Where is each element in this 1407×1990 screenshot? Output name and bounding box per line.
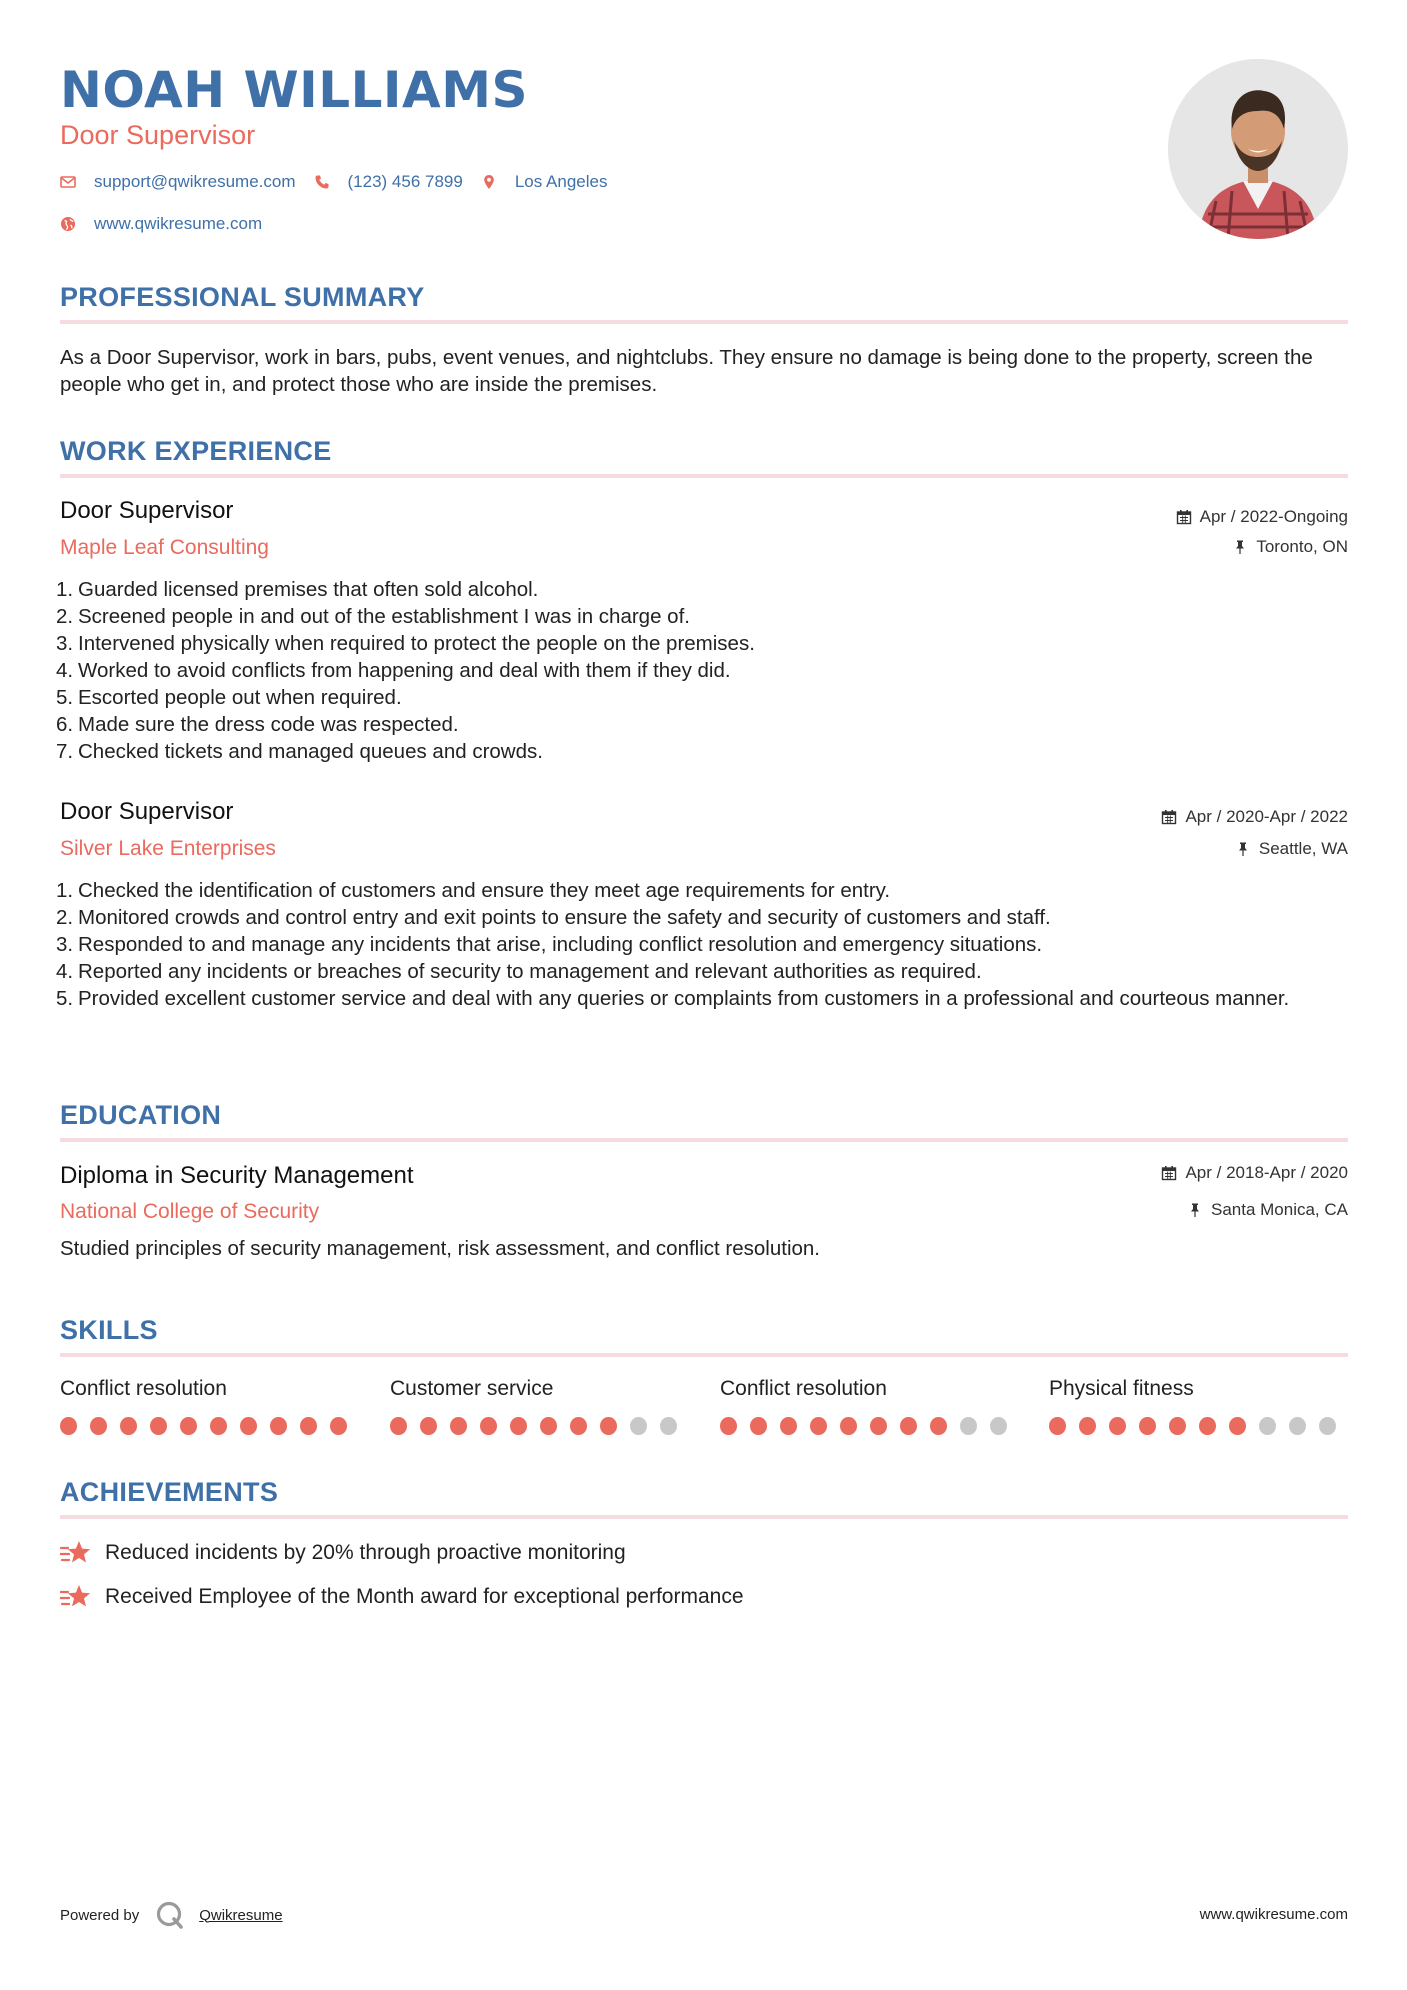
list-item: 5. Provided excellent customer service and deal with any queries or complaints from customers in a professional and courteous manner.: [56, 987, 1290, 1010]
pushpin-icon: [1232, 539, 1248, 555]
skill-name: Physical fitness: [1049, 1377, 1194, 1400]
skill-item: [1049, 1375, 1349, 1435]
skill-dot-filled: [930, 1417, 947, 1435]
education-heading: EDUCATION: [60, 1100, 222, 1130]
skill-dot-filled: [240, 1417, 257, 1435]
pushpin-icon: [1187, 1202, 1203, 1218]
skill-dot-filled: [1229, 1417, 1246, 1435]
skill-dot-filled: [390, 1417, 407, 1435]
skills-heading: SKILLS: [60, 1315, 158, 1345]
skill-dot-empty: [1259, 1417, 1276, 1435]
job-company: Silver Lake Enterprises: [60, 837, 276, 860]
contact-email[interactable]: [60, 172, 296, 192]
profile-photo-illustration: [1168, 59, 1348, 239]
education-date: [1161, 1162, 1348, 1184]
job-duties-list: [56, 877, 1348, 1012]
skill-dot-filled: [270, 1417, 287, 1435]
skill-dot-filled: [780, 1417, 797, 1435]
list-item: 5. Escorted people out when required.: [56, 686, 402, 709]
skill-dot-filled: [750, 1417, 767, 1435]
skill-name: Conflict resolution: [60, 1377, 227, 1400]
skill-dot-empty: [1289, 1417, 1306, 1435]
footer-powered-by: [60, 1900, 283, 1930]
achievement-item: [60, 1582, 744, 1612]
section-divider: [60, 474, 1348, 478]
skill-name: Conflict resolution: [720, 1377, 887, 1400]
envelope-icon: [60, 174, 76, 190]
experience-heading: WORK EXPERIENCE: [60, 436, 332, 466]
job-date-text: Apr / 2020-Apr / 2022: [1185, 807, 1348, 826]
summary-heading: PROFESSIONAL SUMMARY: [60, 282, 425, 312]
website-text: www.qwikresume.com: [94, 214, 263, 233]
skill-item: [390, 1375, 690, 1435]
skill-dot-filled: [1079, 1417, 1096, 1435]
skill-dot-filled: [300, 1417, 317, 1435]
job-duties-list: [56, 576, 1348, 765]
skill-dot-filled: [450, 1417, 467, 1435]
qwikresume-logo-icon: [155, 1900, 185, 1930]
skill-rating: [720, 1417, 1020, 1435]
job-date: [1161, 806, 1348, 828]
contact-row-website: [60, 214, 280, 234]
skill-dot-filled: [720, 1417, 737, 1435]
skill-dot-filled: [90, 1417, 107, 1435]
list-item: 4. Worked to avoid conflicts from happening and deal with them if they did.: [56, 659, 731, 682]
section-divider: [60, 320, 1348, 324]
skill-dot-filled: [420, 1417, 437, 1435]
calendar-icon: [1161, 1165, 1177, 1181]
job-date-text: Apr / 2022-Ongoing: [1199, 507, 1348, 526]
list-item: 1. Checked the identification of customers and ensure they meet age requirements for entry.: [56, 879, 891, 902]
skill-rating: [60, 1417, 360, 1435]
skill-dot-filled: [900, 1417, 917, 1435]
achievement-text: Reduced incidents by 20% through proactive monitoring: [105, 1541, 626, 1564]
achievement-item: [60, 1538, 626, 1568]
location-text: Los Angeles: [514, 172, 608, 191]
list-item: 6. Made sure the dress code was respected.: [56, 713, 459, 736]
achievements-heading: ACHIEVEMENTS: [60, 1477, 279, 1507]
calendar-icon: [1176, 509, 1192, 525]
skill-dot-filled: [1139, 1417, 1156, 1435]
summary-text: As a Door Supervisor, work in bars, pubs, event venues, and nightclubs. They ensure no damage is being done to the property, screen the people who get in, and protect those who are inside the premises.: [60, 346, 1313, 396]
star-icon: [60, 1582, 92, 1612]
skill-item: [60, 1375, 360, 1435]
list-item: 7. Checked tickets and managed queues and crowds.: [56, 740, 543, 763]
contact-website[interactable]: [60, 214, 262, 234]
skill-dot-filled: [210, 1417, 227, 1435]
map-pin-icon: [481, 174, 497, 190]
job-location: [1232, 536, 1348, 558]
education-location-text: Santa Monica, CA: [1210, 1200, 1348, 1219]
skill-dot-filled: [1049, 1417, 1066, 1435]
skill-dot-filled: [1109, 1417, 1126, 1435]
skill-dot-filled: [810, 1417, 827, 1435]
skill-rating: [1049, 1417, 1349, 1435]
degree-title: Diploma in Security Management: [60, 1162, 414, 1189]
job-location-text: Seattle, WA: [1258, 839, 1348, 858]
candidate-name: NOAH WILLIAMS: [60, 61, 528, 119]
education-date-text: Apr / 2018-Apr / 2020: [1185, 1163, 1348, 1182]
skill-dot-filled: [330, 1417, 347, 1435]
calendar-icon: [1161, 809, 1177, 825]
education-description: Studied principles of security management, risk assessment, and conflict resolution.: [60, 1237, 821, 1260]
footer-website[interactable]: www.qwikresume.com: [1199, 1906, 1348, 1923]
pushpin-icon: [1235, 841, 1251, 857]
skill-dot-filled: [1169, 1417, 1186, 1435]
contact-phone[interactable]: [314, 172, 463, 192]
list-item: 1. Guarded licensed premises that often sold alcohol.: [56, 578, 539, 601]
job-location-text: Toronto, ON: [1256, 537, 1348, 556]
list-item: 2. Monitored crowds and control entry and exit points to ensure the safety and security of customers and staff.: [56, 906, 1051, 929]
globe-icon: [60, 216, 76, 232]
section-divider: [60, 1515, 1348, 1519]
school-name: National College of Security: [60, 1200, 320, 1223]
skill-dot-filled: [840, 1417, 857, 1435]
skill-dot-filled: [600, 1417, 617, 1435]
star-icon: [60, 1538, 92, 1568]
email-text: support@qwikresume.com: [94, 172, 296, 191]
skill-dot-filled: [1199, 1417, 1216, 1435]
phone-text: (123) 456 7899: [347, 172, 463, 191]
skill-dot-filled: [510, 1417, 527, 1435]
skill-dot-filled: [870, 1417, 887, 1435]
skill-dot-empty: [660, 1417, 677, 1435]
job-location: [1235, 838, 1348, 860]
list-item: 3. Intervened physically when required to protect the people on the premises.: [56, 632, 755, 655]
achievement-text: Received Employee of the Month award for exceptional performance: [105, 1585, 744, 1608]
skill-dot-empty: [1319, 1417, 1336, 1435]
skill-dot-filled: [570, 1417, 587, 1435]
job-date: [1176, 506, 1348, 528]
skill-dot-empty: [630, 1417, 647, 1435]
education-location: [1187, 1199, 1348, 1221]
contact-row: [60, 172, 625, 192]
skill-item: [720, 1375, 1020, 1435]
section-divider: [60, 1353, 1348, 1357]
skill-rating: [390, 1417, 690, 1435]
job-title: Door Supervisor: [60, 497, 234, 524]
job-title: Door Supervisor: [60, 798, 234, 825]
skill-dot-empty: [990, 1417, 1007, 1435]
candidate-role: Door Supervisor: [60, 120, 256, 150]
skill-dot-filled: [60, 1417, 77, 1435]
skill-dot-filled: [120, 1417, 137, 1435]
skill-dot-filled: [150, 1417, 167, 1435]
skill-dot-filled: [540, 1417, 557, 1435]
section-divider: [60, 1138, 1348, 1142]
phone-icon: [314, 174, 330, 190]
skill-dot-filled: [180, 1417, 197, 1435]
profile-photo: [1168, 59, 1348, 239]
list-item: 4. Reported any incidents or breaches of security to management and relevant authorities as required.: [56, 960, 982, 983]
skill-name: Customer service: [390, 1377, 554, 1400]
powered-by-label: Powered by: [60, 1906, 140, 1924]
job-company: Maple Leaf Consulting: [60, 536, 269, 559]
contact-location: [481, 172, 608, 192]
skill-dot-filled: [480, 1417, 497, 1435]
list-item: 2. Screened people in and out of the establishment I was in charge of.: [56, 605, 690, 628]
skill-dot-empty: [960, 1417, 977, 1435]
list-item: 3. Responded to and manage any incidents that arise, including conflict resolution and emergency situations.: [56, 933, 1043, 956]
qwikresume-link[interactable]: Qwikresume: [199, 1906, 283, 1924]
